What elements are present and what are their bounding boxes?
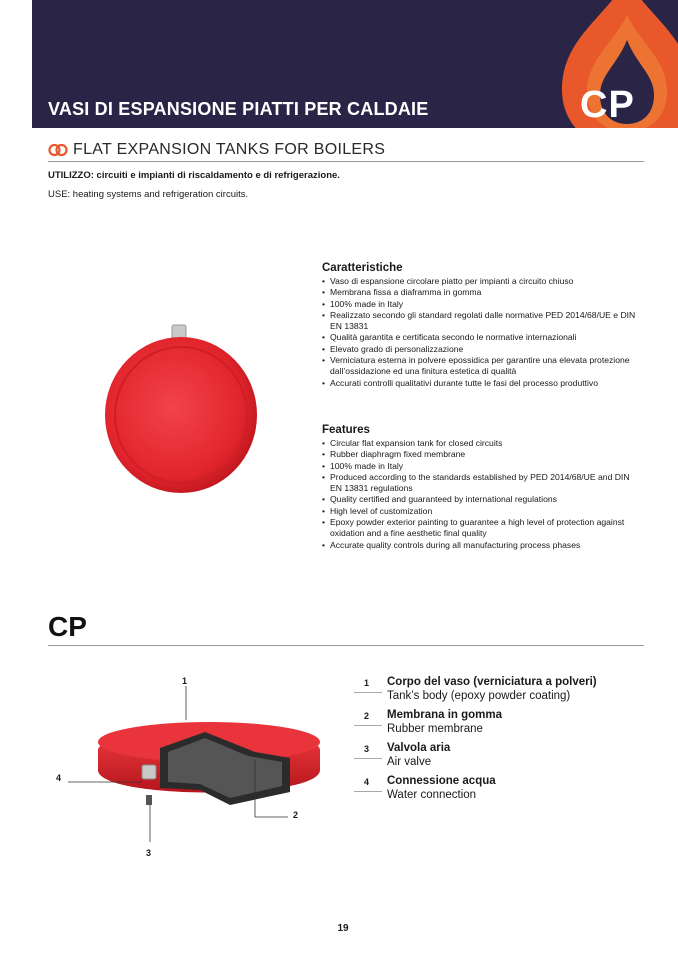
feature-item: • 100% made in Italy [322, 299, 642, 310]
part-name-italian: Connessione acqua [387, 775, 496, 787]
part-item [354, 676, 654, 705]
page-number: 19 [337, 923, 349, 934]
part-name-italian: Membrana in gomma [387, 709, 503, 721]
feature-item: • Elevato grado di personalizzazione [322, 344, 642, 355]
part-name-italian: Valvola aria [387, 742, 451, 754]
part-number: 1 [364, 678, 370, 688]
subtitle-row [48, 138, 644, 162]
feature-item: • Rubber diaphragm fixed membrane [322, 449, 642, 460]
feature-item: • 100% made in Italy [322, 461, 642, 472]
part-name-english: Air valve [387, 755, 432, 768]
feature-item: • Verniciatura esterna in polvere epossidica per garantire una elevata protezione dall’ossidazione ed una finitura estetica di qualità [322, 355, 642, 378]
series-badge: CP [580, 84, 635, 126]
callout-1: 1 [182, 676, 188, 686]
feature-item: • Accurate quality controls during all manufacturing process phases [322, 540, 642, 551]
feature-item: • Qualità garantita e certificata secondo le normative internazionali [322, 332, 642, 343]
page-title: VASI DI ESPANSIONE PIATTI PER CALDAIE [48, 99, 429, 119]
feature-item: • Membrana fissa a diaframma in gomma [322, 287, 642, 298]
part-item [354, 709, 654, 738]
cutaway-illustration [50, 670, 340, 870]
feature-item: • Quality certified and guaranteed by international regulations [322, 494, 642, 505]
features-italian-title: Caratteristiche [322, 262, 403, 274]
header-band [32, 0, 678, 128]
part-item [354, 775, 654, 804]
features-english-title: Features [322, 424, 370, 436]
subtitle: FLAT EXPANSION TANKS FOR BOILERS [73, 140, 386, 158]
part-item [354, 742, 654, 771]
callout-3: 3 [146, 848, 152, 858]
part-name-english: Rubber membrane [387, 722, 483, 735]
section-heading: CP [48, 611, 87, 642]
feature-item: • Epoxy powder exterior painting to guarantee a high level of protection against oxidation and a fine aesthetic final quality [322, 517, 642, 540]
usage-italian: UTILIZZO: circuiti e impianti di riscaldamento e di refrigerazione. [48, 170, 340, 181]
parts-legend [354, 676, 654, 808]
feature-item: • Produced according to the standards established by PED 2014/68/UE and DIN EN 13831 regulations [322, 472, 642, 495]
part-number: 2 [364, 711, 370, 721]
part-number: 3 [364, 744, 370, 754]
cutaway-diagram [50, 670, 340, 870]
part-name-italian: Corpo del vaso (verniciatura a polveri) [387, 676, 597, 688]
part-name-english: Water connection [387, 788, 477, 801]
usage-english: USE: heating systems and refrigeration circuits. [48, 189, 249, 200]
section-divider [48, 645, 644, 646]
features-english [322, 424, 642, 551]
feature-item: • Accurati controlli qualitativi durante tutte le fasi del processo produttivo [322, 378, 642, 389]
part-name-english: Tank’s body (epoxy powder coating) [387, 689, 571, 702]
tank-photo [100, 320, 266, 500]
feature-item: • Realizzato secondo gli standard regolati dalle normative PED 2014/68/UE e DIN EN 13831 [322, 310, 642, 333]
feature-item: • High level of customization [322, 506, 642, 517]
callout-2: 2 [293, 810, 299, 820]
double-ring-logo-icon [48, 143, 68, 157]
feature-item: • Vaso di espansione circolare piatto per impianti a circuito chiuso [322, 276, 642, 287]
feature-item: • Circular flat expansion tank for closed circuits [322, 438, 642, 449]
callout-4: 4 [56, 773, 62, 783]
features-italian [322, 262, 642, 389]
part-number: 4 [364, 777, 370, 787]
